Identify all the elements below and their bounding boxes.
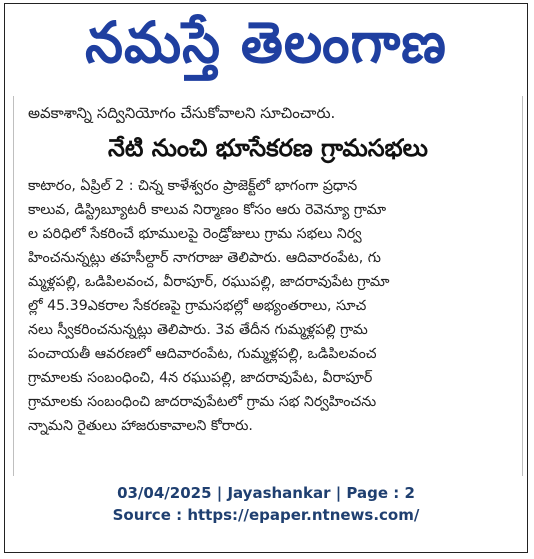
body-line: పంచాయతీ ఆవరణలో ఆదివారంపేట, గుమ్మళ్లపల్లి, ఒడిపిలవంచ bbox=[28, 346, 377, 362]
body-line: గ్రామాలకు సంబంధించి, 4న రఘుపల్లి, జాదరావుపేట, వీరాపూర్ bbox=[28, 370, 373, 386]
article-clip bbox=[13, 96, 523, 476]
body-line: నలు స్వీకరించనున్నట్లు తెలిపారు. 3వ తేదీన గుమ్మళ్లపల్లి గ్రామ bbox=[28, 322, 368, 338]
body-line: కాలువ, డిస్ట్రిబ్యూటరీ కాలువ నిర్మాణం కోసం ఆరు రెవెన్యూ గ్రామా bbox=[28, 202, 387, 218]
article-headline: నేటి నుంచి భూసేకరణ గ్రామసభలు bbox=[108, 134, 428, 162]
source-info: Source : https://epaper.ntnews.com/ bbox=[112, 506, 420, 524]
newspaper-clipping-frame bbox=[4, 3, 528, 553]
lead-text: అవకాశాన్ని సద్వినియోగం చేసుకోవాలని సూచించారు. bbox=[28, 104, 336, 122]
clipping-footer bbox=[5, 482, 527, 526]
masthead-logo: నమస్తే తెలంగాణ bbox=[85, 9, 447, 76]
body-line: కాటారం, ఏప్రిల్ 2 : చిన్న కాళేశ్వరం ప్రాజెక్ట్‌లో భాగంగా ప్రధాన bbox=[28, 178, 358, 194]
body-line: ల పరిధిలో సేకరించే భూములపై రెండ్రోజులు గ్రామ సభలు నిర్వ bbox=[28, 226, 362, 242]
body-line: న్నామని రైతులు హాజరుకావాలని కోరారు. bbox=[28, 418, 253, 434]
body-line: మ్మళ్లపల్లి, ఒడిపిలవంచ, వీరాపూర్, రఘుపల్లి, జాదరావుపేట గ్రామా bbox=[28, 274, 390, 290]
body-line: గ్రామాలకు సంబంధించి జాదరావుపేటలో గ్రామ సభ నిర్వహించను bbox=[28, 394, 377, 410]
edition-info: 03/04/2025 | Jayashankar | Page : 2 bbox=[117, 484, 415, 502]
body-line: హించనున్నట్లు తహసీల్దార్ నాగరాజు తెలిపారు. ఆదివారంపేట, గు bbox=[28, 250, 381, 266]
article-body bbox=[14, 174, 522, 438]
body-line: ల్లో 45.39ఎకరాల సేకరణపై గ్రామసభల్లో అభ్యంతరాలు, సూచ bbox=[28, 298, 367, 314]
masthead bbox=[5, 4, 527, 88]
